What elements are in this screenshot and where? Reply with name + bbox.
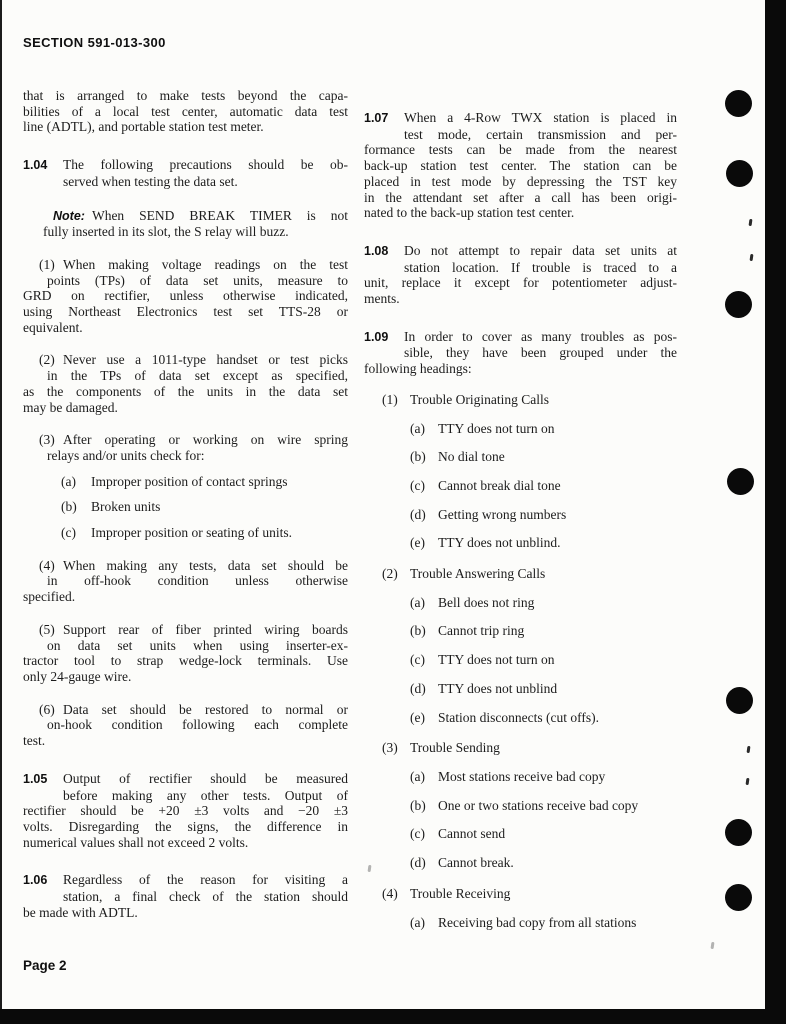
text-line: served when testing the data set. — [63, 173, 238, 189]
punch-hole-mark — [726, 160, 753, 187]
text-line: unit, replace it except for potentiometer adjust- — [364, 275, 677, 291]
text-line: specified. — [23, 589, 76, 605]
paragraph-d — [410, 507, 677, 523]
paragraph-105 — [23, 771, 348, 851]
text-line: as the components of the units in the data set — [23, 383, 348, 399]
text-line: (2) Trouble Answering Calls — [382, 566, 546, 582]
paragraph-c — [61, 525, 348, 541]
text-line: volts. Disregarding the signs, the difference in — [23, 818, 348, 834]
text-line: (a) Most stations receive bad copy — [410, 768, 606, 784]
paragraph-d — [410, 855, 677, 871]
text-line: GRD on rectifier, unless otherwise indicated, — [23, 288, 348, 304]
list-label: (e) — [410, 535, 425, 551]
text-line: fully inserted in its slot, the S relay will buzz. — [43, 224, 289, 240]
paragraph-a — [410, 421, 677, 437]
list-label: (a) — [410, 768, 425, 784]
ink-speck — [750, 254, 754, 261]
text-line: relays and/or units check for: — [47, 447, 205, 463]
list-label: Note: — [53, 208, 85, 223]
ink-speck — [711, 942, 715, 949]
section-header: SECTION 591-013-300 — [23, 35, 166, 50]
paragraph-108 — [364, 243, 677, 307]
text-line: bilities of a local test center, automatic data test — [23, 103, 348, 119]
list-label: (e) — [410, 709, 425, 725]
list-label: (a) — [410, 594, 425, 610]
list-label: (6) — [39, 701, 55, 717]
paragraph-1 — [23, 257, 348, 336]
paragraph-a — [410, 769, 677, 785]
text-line: points (TPs) of data set units, measure to — [47, 272, 348, 288]
text-line: (a) Receiving bad copy from all stations — [410, 914, 637, 930]
list-label: (1) — [39, 256, 55, 272]
paragraph-104 — [23, 157, 348, 189]
text-line: may be damaged. — [23, 399, 118, 415]
list-label: (b) — [410, 623, 426, 639]
paragraph-c — [410, 826, 677, 842]
text-line: 1.04 The following precautions should be ob- — [23, 157, 348, 173]
text-line: (3) Trouble Sending — [382, 740, 500, 756]
text-line: station, a final check of the station should — [63, 889, 348, 905]
text-line: on-hook condition following each complete — [47, 717, 348, 733]
list-label: (a) — [410, 420, 425, 436]
list-label: (5) — [39, 621, 55, 637]
text-line: numerical values shall not exceed 2 volts. — [23, 834, 249, 850]
paragraph-2 — [382, 566, 677, 582]
paragraph-number: 1.04 — [23, 158, 48, 173]
text-line: station location. If trouble is traced to a — [404, 259, 677, 275]
text-line: (c) Improper position or seating of units. — [61, 525, 292, 541]
text-line: on data set units when using inserter-ex- — [47, 637, 348, 653]
paragraph-a — [410, 915, 677, 931]
paragraph-cont — [23, 88, 348, 135]
text-line: formance tests can be made from the nearest — [364, 142, 677, 158]
punch-hole-mark — [725, 884, 752, 911]
list-label: (4) — [39, 557, 55, 573]
right-text-column — [364, 88, 677, 930]
text-line: Note: When SEND BREAK TIMER is not — [53, 207, 348, 223]
text-line: (b) Cannot trip ring — [410, 623, 525, 639]
list-label: (d) — [410, 506, 426, 522]
text-line: (a) TTY does not turn on — [410, 420, 555, 436]
paragraph-Note — [23, 208, 348, 240]
text-line: tractor tool to strap wedge-lock terminals. Use — [23, 653, 348, 669]
paragraph-number: 1.05 — [23, 771, 48, 786]
text-line: (2) Never use a 1011-type handset or test picks — [39, 352, 348, 368]
paragraph-number: 1.06 — [23, 873, 48, 888]
text-line: before making any other tests. Output of — [63, 787, 348, 803]
list-label: (a) — [410, 914, 425, 930]
punch-hole-mark — [725, 819, 752, 846]
list-label: (a) — [61, 473, 76, 489]
list-label: (b) — [410, 449, 426, 465]
list-label: (b) — [410, 797, 426, 813]
list-label: (3) — [39, 432, 55, 448]
text-line: test. — [23, 733, 46, 749]
text-line: 1.08 Do not attempt to repair data set units at — [364, 242, 677, 258]
text-line: sible, they have been grouped under the — [404, 345, 677, 361]
paragraph-b — [410, 449, 677, 465]
paragraph-number: 1.08 — [364, 243, 389, 258]
text-line: (d) Cannot break. — [410, 855, 514, 871]
paragraph-d — [410, 681, 677, 697]
list-label: (3) — [382, 740, 398, 756]
text-line: (a) Bell does not ring — [410, 594, 535, 610]
text-line: (4) When making any tests, data set should be — [39, 557, 348, 573]
paragraph-c — [410, 652, 677, 668]
punch-hole-mark — [727, 468, 754, 495]
text-line: (b) One or two stations receive bad copy — [410, 797, 639, 813]
paragraph-3 — [23, 432, 348, 463]
text-line: in the TPs of data set except as specified, — [47, 368, 348, 384]
scan-border-bottom — [0, 1009, 786, 1024]
text-line: that is arranged to make tests beyond the capa- — [23, 88, 348, 103]
text-line: (a) Improper position of contact springs — [61, 473, 288, 489]
text-line: (4) Trouble Receiving — [382, 885, 511, 901]
paragraph-1 — [382, 392, 677, 408]
paragraph-5 — [23, 622, 348, 685]
punch-hole-mark — [726, 687, 753, 714]
punch-hole-mark — [725, 90, 752, 117]
paragraph-4 — [382, 886, 677, 902]
list-label: (d) — [410, 855, 426, 871]
paragraph-number: 1.09 — [364, 329, 389, 344]
text-line: nated to the back-up station test center. — [364, 205, 575, 221]
text-line: ments. — [364, 291, 400, 307]
ink-speck — [747, 746, 751, 753]
text-line: (1) When making voltage readings on the test — [39, 256, 348, 272]
paragraph-c — [410, 478, 677, 494]
paragraph-a — [61, 474, 348, 490]
text-line: 1.07 When a 4-Row TWX station is placed in — [364, 110, 677, 125]
scan-border-right — [765, 0, 786, 1024]
text-line: following headings: — [364, 361, 472, 377]
list-label: (4) — [382, 885, 398, 901]
text-line: back-up station test center. The station can be — [364, 158, 677, 174]
text-line: (b) Broken units — [61, 499, 161, 515]
text-line: (5) Support rear of fiber printed wiring boards — [39, 621, 348, 637]
text-line: (e) TTY does not unblind. — [410, 535, 561, 551]
text-line: (d) Getting wrong numbers — [410, 506, 567, 522]
text-line: (1) Trouble Originating Calls — [382, 391, 550, 407]
list-label: (d) — [410, 680, 426, 696]
list-label: (c) — [410, 652, 425, 668]
page-number: Page 2 — [23, 958, 67, 973]
list-label: (c) — [61, 525, 76, 541]
list-label: (2) — [39, 352, 55, 368]
text-line: (6) Data set should be restored to normal or — [39, 701, 348, 717]
text-line: 1.06 Regardless of the reason for visiting a — [23, 872, 348, 888]
list-label: (c) — [410, 826, 425, 842]
punch-hole-mark — [725, 291, 752, 318]
text-line: test mode, certain transmission and per- — [404, 126, 677, 142]
text-line: using Northeast Electronics test set TTS-28 or — [23, 304, 348, 320]
text-line: (c) Cannot send — [410, 826, 506, 842]
text-line: only 24-gauge wire. — [23, 668, 132, 684]
text-line: (b) No dial tone — [410, 449, 505, 465]
text-line: equivalent. — [23, 319, 83, 335]
paragraph-106 — [23, 872, 348, 920]
paragraph-b — [61, 499, 348, 515]
text-line: in the attendant set after a call has been origi- — [364, 189, 677, 205]
text-line: 1.09 In order to cover as many troubles as pos- — [364, 328, 677, 344]
text-line: line (ADTL), and portable station test meter. — [23, 119, 264, 135]
paragraph-109 — [364, 329, 677, 377]
text-line: be made with ADTL. — [23, 904, 138, 920]
text-line: placed in test mode by depressing the TST key — [364, 173, 677, 189]
paragraph-a — [410, 595, 677, 611]
left-text-column — [23, 88, 348, 920]
ink-speck — [746, 778, 750, 785]
paragraph-4 — [23, 558, 348, 605]
paragraph-e — [410, 535, 677, 551]
paragraph-b — [410, 798, 677, 814]
text-line: rectifier should be +20 ±3 volts and −20 ±3 — [23, 803, 348, 819]
text-line: (3) After operating or working on wire spring — [39, 432, 348, 448]
paragraph-b — [410, 623, 677, 639]
paragraph-107 — [364, 110, 677, 221]
text-line: in off-hook condition unless otherwise — [47, 573, 348, 589]
list-label: (b) — [61, 499, 77, 515]
paragraph-number: 1.07 — [364, 111, 389, 125]
text-line: 1.05 Output of rectifier should be measured — [23, 770, 348, 786]
list-label: (2) — [382, 566, 398, 582]
text-line: (c) Cannot break dial tone — [410, 477, 561, 493]
text-line: (c) TTY does not turn on — [410, 652, 555, 668]
ink-speck — [749, 219, 753, 226]
list-label: (1) — [382, 391, 398, 407]
scan-border-left — [0, 0, 2, 1024]
paragraph-3 — [382, 740, 677, 756]
text-line: (e) Station disconnects (cut offs). — [410, 709, 599, 725]
text-line: (d) TTY does not unblind — [410, 680, 558, 696]
paragraph-e — [410, 710, 677, 726]
paragraph-6 — [23, 702, 348, 749]
paragraph-2 — [23, 352, 348, 415]
list-label: (c) — [410, 477, 425, 493]
